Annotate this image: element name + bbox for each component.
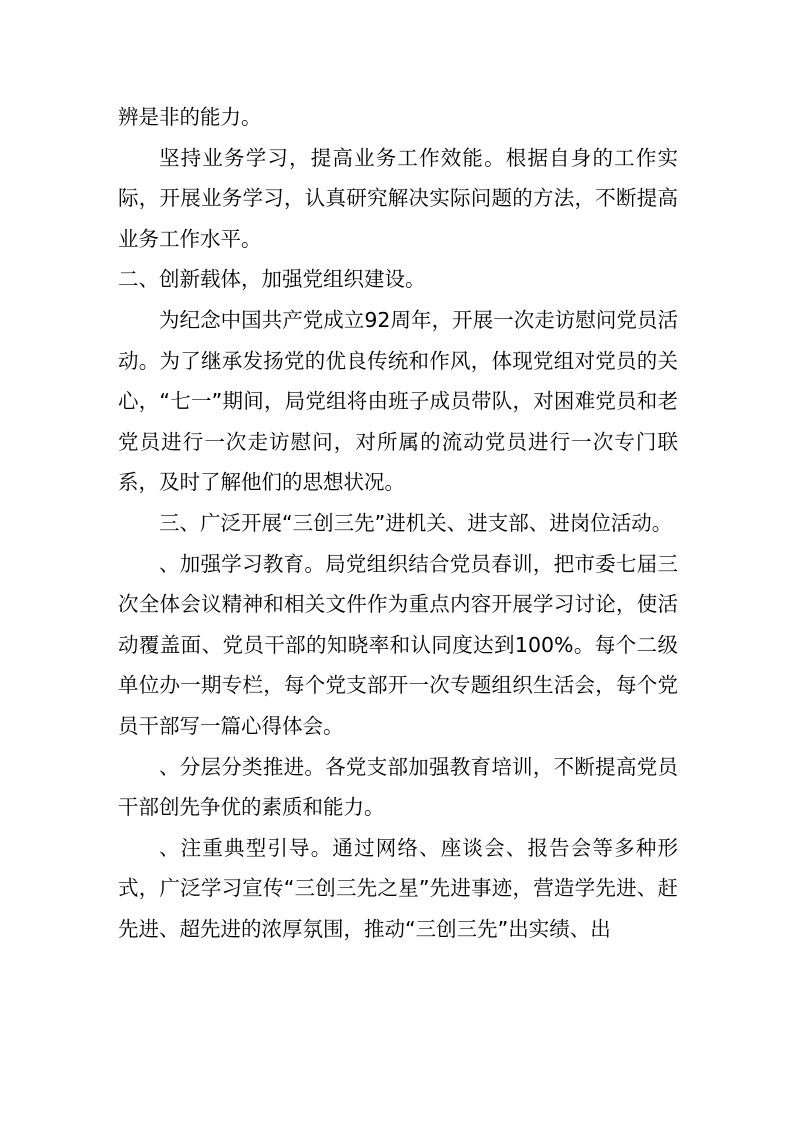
section-heading-two: 二、创新载体，加强党组织建设。 bbox=[118, 267, 426, 292]
paragraph-model-guidance: 、注重典型引导。通过网络、座谈会、报告会等多种形式，广泛学习宣传“三创三先之星”先进事迹，营造学先进、赶先进、超先进的浓厚氛围，推动“三创三先”出实绩、出 bbox=[118, 835, 678, 941]
paragraph-layered-promotion: 、分层分类推进。各党支部加强教育培训，不断提高党员干部创先争优的素质和能力。 bbox=[118, 754, 678, 820]
paragraph-study-education: 、加强学习教育。局党组织结合党员春训，把市委七届三次全体会议精神和相关文件作为重点内容开展学习讨论，使活动覆盖面、党员干部的知晓率和认同度达到100%。每个二级单位办一期专栏，每个党支部开一次专题组织生活会，每个党员干部写一篇心得体会。 bbox=[118, 551, 678, 738]
paragraph-anniversary-visit: 为纪念中国共产党成立92周年，开展一次走访慰问党员活动。为了继承发扬党的优良传统和作风，体现党组对党员的关心，“七一”期间，局党组将由班子成员带队，对困难党员和老党员进行一次走访慰问，对所属的流动党员进行一次专门联系，及时了解他们的思想状况。 bbox=[118, 307, 678, 495]
section-heading-three: 三、广泛开展“三创三先”进机关、进支部、进岗位活动。 bbox=[159, 510, 673, 535]
paragraph-business-study: 坚持业务学习，提高业务工作效能。根据自身的工作实际，开展业务学习，认真研究解决实际问题的方法，不断提高业务工作水平。 bbox=[118, 145, 678, 251]
paragraph-continuation: 辨是非的能力。 bbox=[118, 105, 262, 129]
document-body bbox=[118, 97, 678, 949]
